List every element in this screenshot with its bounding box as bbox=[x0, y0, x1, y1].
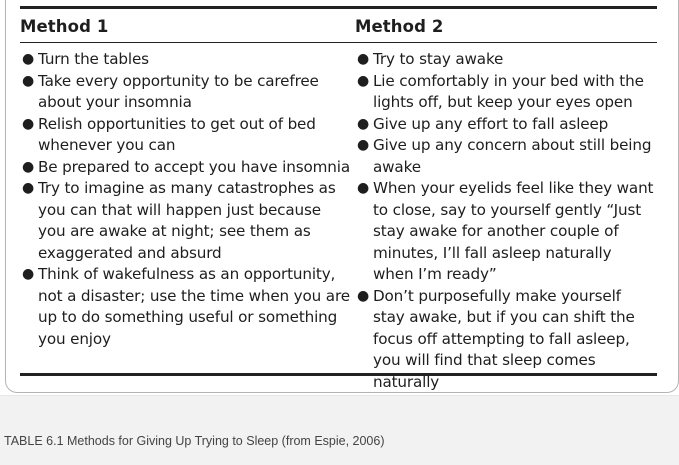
method-1-column bbox=[20, 14, 350, 350]
list-item: ● Give up any effort to fall asleep bbox=[355, 114, 655, 136]
list-item: ● Be prepared to accept you have insomnia bbox=[20, 157, 350, 179]
bullet-icon: ● bbox=[357, 137, 370, 153]
list-item: ● When your eyelids feel like they want to close, say to yourself gently “Just stay awake for another couple of minutes, I’ll fall asleep naturally when I’m ready” bbox=[357, 179, 654, 283]
method-1-list bbox=[20, 49, 350, 350]
bullet-icon: ● bbox=[357, 51, 370, 67]
list-item: ● Don’t purposefully make yourself stay awake, but if you can shift the focus off attempting to fall asleep, you will find that sleep comes naturally bbox=[357, 286, 635, 391]
list-item: ● Turn the tables bbox=[20, 49, 350, 71]
bullet-icon: ● bbox=[357, 180, 370, 196]
bullet-icon: ● bbox=[22, 180, 35, 196]
list-item: ● Think of wakefulness as an opportunity, not a disaster; use the time when you are up to do something useful or something you enjoy bbox=[22, 265, 350, 348]
list-item: ● Relish opportunities to get out of bed whenever you can bbox=[22, 114, 316, 154]
list-item: ● Try to stay awake bbox=[355, 49, 655, 71]
list-item: ● Try to imagine as many catastrophes as you can that will happen just because you are awake at night; see them as exaggerated and absurd bbox=[22, 179, 336, 262]
bullet-icon: ● bbox=[22, 51, 35, 67]
table-top-rule bbox=[20, 6, 657, 9]
bullet-icon: ● bbox=[22, 115, 35, 132]
bullet-icon: ● bbox=[357, 72, 370, 89]
method-1-heading: Method 1 bbox=[20, 17, 109, 36]
method-2-heading: Method 2 bbox=[355, 17, 444, 36]
list-item: ● Give up any concern about still being awake bbox=[357, 136, 652, 176]
bullet-icon: ● bbox=[357, 287, 370, 304]
bullet-icon: ● bbox=[357, 115, 370, 132]
bullet-icon: ● bbox=[22, 158, 35, 175]
list-item: ● Lie comfortably in your bed with the lights off, but keep your eyes open bbox=[357, 71, 644, 111]
bullet-icon: ● bbox=[22, 72, 35, 89]
method-2-column bbox=[355, 14, 655, 393]
list-item: ● Take every opportunity to be carefree about your insomnia bbox=[22, 71, 319, 111]
bullet-icon: ● bbox=[22, 266, 35, 282]
table-caption: TABLE 6.1 Methods for Giving Up Trying to Sleep (from Espie, 2006) bbox=[4, 434, 385, 448]
caption-bar bbox=[0, 395, 679, 465]
method-2-list bbox=[355, 49, 655, 393]
